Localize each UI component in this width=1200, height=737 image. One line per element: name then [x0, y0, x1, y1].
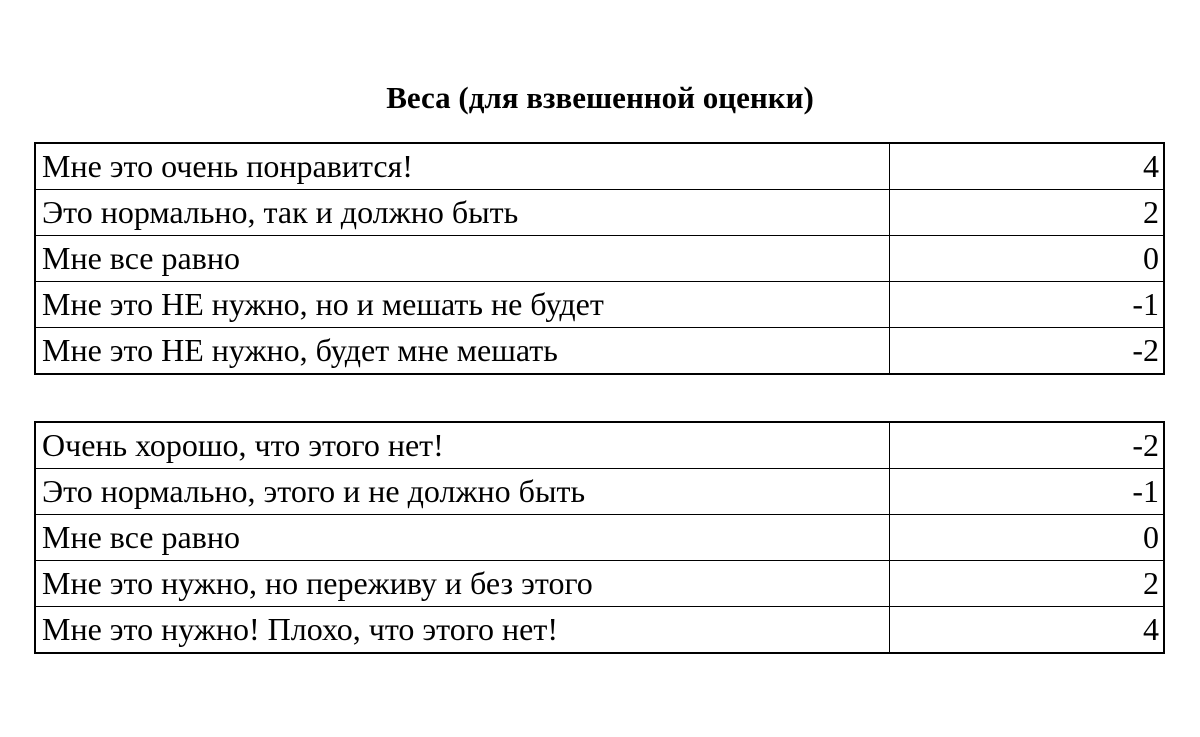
table-row — [35, 561, 1164, 607]
row-weight: -2 — [890, 328, 1165, 375]
row-label: Мне все равно — [35, 236, 890, 282]
row-label: Мне это НЕ нужно, будет мне мешать — [35, 328, 890, 375]
row-label: Очень хорошо, что этого нет! — [35, 422, 890, 469]
row-weight: -1 — [890, 469, 1165, 515]
weights-table-present — [34, 142, 1165, 375]
table-row — [35, 607, 1164, 654]
row-weight: 0 — [890, 515, 1165, 561]
row-weight: -1 — [890, 282, 1165, 328]
table-row — [35, 422, 1164, 469]
table-row — [35, 328, 1164, 375]
row-label: Мне все равно — [35, 515, 890, 561]
table-row — [35, 515, 1164, 561]
row-weight: 2 — [890, 190, 1165, 236]
row-weight: 0 — [890, 236, 1165, 282]
row-weight: -2 — [1132, 427, 1159, 463]
page-title: Веса (для взвешенной оценки) — [386, 80, 814, 115]
table-row — [35, 469, 1164, 515]
table-row — [35, 236, 1164, 282]
row-label: Мне это очень понравится! — [35, 143, 890, 190]
row-label: Это нормально, так и должно быть — [35, 190, 890, 236]
row-label: Мне это нужно, но переживу и без этого — [35, 561, 890, 607]
row-label: Это нормально, этого и не должно быть — [35, 469, 890, 515]
weights-table-absent — [34, 421, 1165, 654]
table-row — [35, 282, 1164, 328]
table-row — [35, 190, 1164, 236]
row-weight: 4 — [1143, 148, 1159, 184]
row-weight: 2 — [890, 561, 1165, 607]
row-weight: 4 — [890, 607, 1165, 654]
row-label: Мне это нужно! Плохо, что этого нет! — [35, 607, 890, 654]
row-label: Мне это НЕ нужно, но и мешать не будет — [35, 282, 890, 328]
table-row — [35, 143, 1164, 190]
